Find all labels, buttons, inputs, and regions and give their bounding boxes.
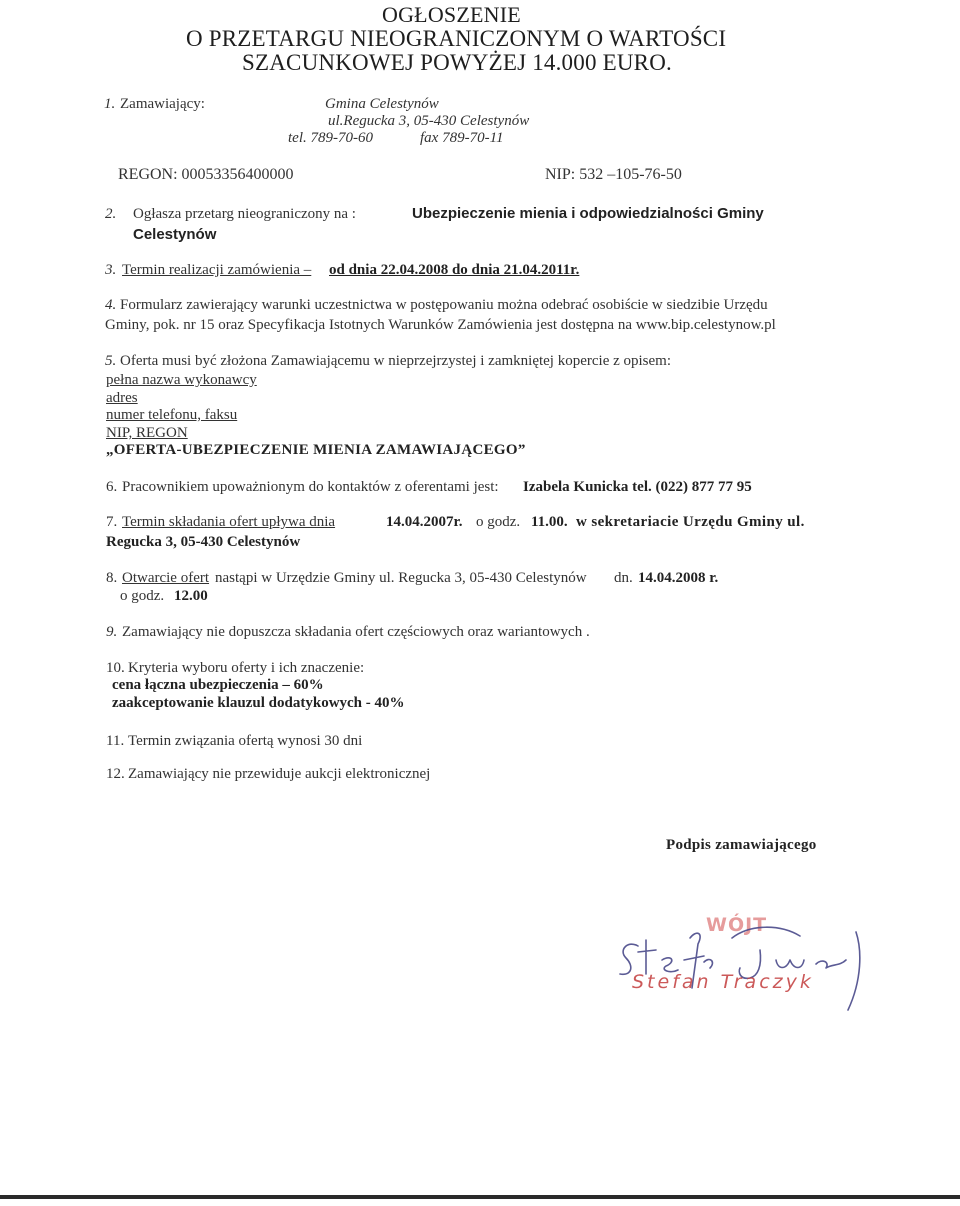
- section-4-line-2: Gminy, pok. nr 15 oraz Specyfikacja Istotnych Warunków Zamówienia jest dostępna na www.bip.celestynow.pl: [105, 317, 776, 333]
- criterion-clauses: zaakceptowanie klauzul dodatykowych - 40%: [112, 695, 405, 711]
- nip: NIP: 532 –105-76-50: [545, 166, 682, 183]
- section-3-dates: od dnia 22.04.2008 do dnia 21.04.2011r.: [329, 262, 580, 278]
- envelope-item: NIP, REGON: [106, 425, 188, 441]
- section-2-subject-line-2: Celestynów: [133, 226, 217, 243]
- section-5-intro: Oferta musi być złożona Zamawiającemu w nieprzejrzystej i zamkniętej kopercie z opisem:: [120, 353, 672, 369]
- section-2-subject-line-1: Ubezpieczenie mienia i odpowiedzialności Gminy: [412, 205, 764, 222]
- section-7-number: 7.: [106, 514, 118, 530]
- section-12-number: 12.: [106, 766, 125, 782]
- section-4-number: 4.: [105, 297, 117, 313]
- section-7-time-prefix: o godz.: [476, 514, 521, 530]
- section-7-place-line-1: w sekretariacie Urzędu Gminy ul.: [576, 514, 805, 530]
- title-line-1: OGŁOSZENIE: [382, 2, 521, 27]
- envelope-item: numer telefonu, faksu: [106, 407, 238, 423]
- section-8-time-prefix: o godz.: [120, 588, 165, 604]
- orderer-fax: fax 789-70-11: [420, 130, 504, 146]
- orderer-tel: tel. 789-70-60: [288, 130, 373, 146]
- title-line-3: SZACUNKOWEJ POWYŻEJ 14.000 EURO.: [242, 50, 672, 75]
- section-12-text: Zamawiający nie przewiduje aukcji elektronicznej: [128, 766, 431, 782]
- section-7-label: Termin składania ofert upływa dnia: [122, 514, 336, 530]
- stamp-name: Stefan Traczyk: [632, 971, 814, 993]
- regon: REGON: 00053356400000: [118, 166, 294, 183]
- section-10-number: 10.: [106, 660, 125, 676]
- title-line-2: O PRZETARGU NIEOGRANICZONYM O WARTOŚCI: [186, 26, 727, 51]
- section-11-number: 11.: [106, 733, 125, 749]
- section-4-line-1: Formularz zawierający warunki uczestnictwa w postępowaniu można odebrać osobiście w siedzibie Urzędu: [120, 297, 768, 313]
- section-7-date: 14.04.2007r.: [386, 514, 463, 530]
- section-11-text: Termin związania ofertą wynosi 30 dni: [128, 733, 363, 749]
- criterion-price: cena łączna ubezpieczenia – 60%: [112, 677, 324, 693]
- section-6-text: Pracownikiem upoważnionym do kontaktów z oferentami jest:: [122, 479, 499, 495]
- section-7-place-line-2: Regucka 3, 05-430 Celestynów: [106, 534, 301, 550]
- section-1-label: Zamawiający:: [120, 96, 205, 112]
- section-8-time: 12.00: [174, 588, 208, 604]
- orderer-address: ul.Regucka 3, 05-430 Celestynów: [328, 113, 530, 129]
- section-2-number: 2.: [105, 206, 117, 222]
- stamp-title: WÓJT: [706, 914, 768, 936]
- section-9-number: 9.: [106, 624, 118, 640]
- signature-label: Podpis zamawiającego: [666, 837, 817, 853]
- section-7-time: 11.00.: [531, 514, 568, 530]
- section-8-text: nastąpi w Urzędzie Gminy ul. Regucka 3, 05-430 Celestynów: [215, 570, 587, 586]
- section-6-number: 6.: [106, 479, 118, 495]
- section-9-text: Zamawiający nie dopuszcza składania ofert częściowych oraz wariantowych .: [122, 624, 590, 640]
- section-2-prefix: Ogłasza przetarg nieograniczony na :: [133, 206, 356, 222]
- section-3-label: Termin realizacji zamówienia –: [122, 262, 312, 278]
- bottom-rule: [0, 1195, 960, 1199]
- envelope-item: adres: [106, 390, 138, 406]
- envelope-item: pełna nazwa wykonawcy: [106, 372, 257, 388]
- section-5-number: 5.: [105, 353, 117, 369]
- envelope-inscription: „OFERTA-UBEZPIECZENIE MIENIA ZAMAWIAJĄCEGO”: [106, 442, 526, 458]
- section-10-text: Kryteria wyboru oferty i ich znaczenie:: [128, 660, 365, 676]
- section-1-number: 1.: [104, 96, 116, 112]
- orderer-name: Gmina Celestynów: [325, 96, 439, 112]
- section-6-contact: Izabela Kunicka tel. (022) 877 77 95: [523, 479, 752, 495]
- section-8-number: 8.: [106, 570, 118, 586]
- section-8-date-prefix: dn.: [614, 570, 633, 586]
- section-3-number: 3.: [105, 262, 117, 278]
- section-8-label: Otwarcie ofert: [122, 570, 210, 586]
- handwritten-signature: [600, 910, 880, 1020]
- section-8-date: 14.04.2008 r.: [638, 570, 719, 586]
